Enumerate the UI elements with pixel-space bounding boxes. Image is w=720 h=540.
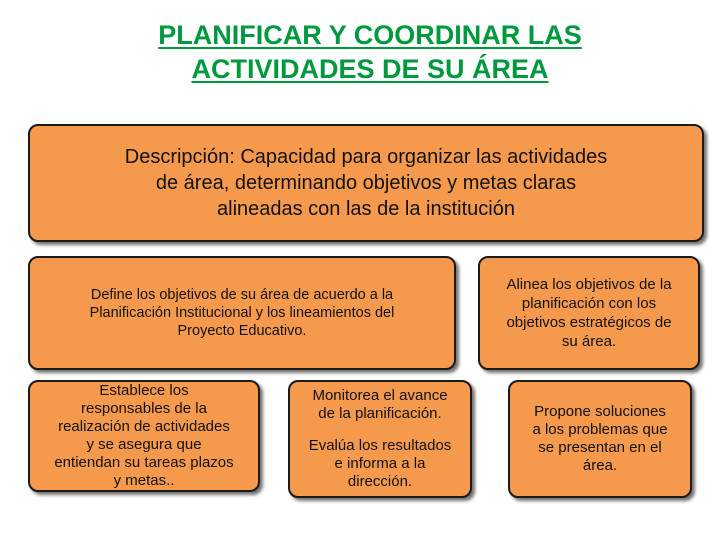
align-line-3: objetivos estratégicos de [506, 314, 672, 331]
align-objectives-box [478, 256, 700, 370]
establish-line-2: responsables de la [81, 400, 207, 417]
align-line-4: su área. [561, 333, 617, 350]
establish-line-1: Establece los [99, 382, 189, 399]
establish-line-4: y se asegura que [86, 436, 202, 453]
establish-line-6: y metas.. [113, 472, 175, 489]
monitor-line-1: Monitorea el avance [312, 387, 448, 404]
title-line-2: ACTIVIDADES DE SU ÁREA [191, 54, 549, 84]
monitor-line-4: e informa a la [334, 455, 426, 472]
description-line-2: de área, determinando objetivos y metas claras [155, 172, 577, 194]
establish-responsibles-box [28, 380, 260, 492]
define-line-3: Proyecto Educativo. [177, 323, 307, 339]
propose-solutions-box [508, 380, 692, 498]
monitor-line-3: Evalúa los resultados [308, 437, 452, 454]
title-line-1: PLANIFICAR Y COORDINAR LAS [158, 20, 582, 50]
align-line-2: planificación con los [521, 295, 657, 312]
description-line-1: Descripción: Capacidad para organizar las actividades [124, 146, 608, 168]
define-line-1: Define los objetivos de su área de acuerdo a la [90, 287, 394, 303]
propose-line-3: se presentan en el [538, 439, 662, 456]
establish-line-5: entiendan su tareas plazos [54, 454, 234, 471]
define-objectives-box [28, 256, 456, 370]
establish-line-3: realización de actividades [58, 418, 230, 435]
monitor-line-2: de la planificación. [318, 405, 442, 422]
propose-line-2: a los problemas que [532, 421, 668, 438]
propose-line-4: área. [582, 457, 618, 474]
description-box [28, 124, 704, 242]
monitor-line-5: dirección. [347, 473, 413, 490]
description-line-3: alineadas con las de la institución [217, 198, 515, 220]
propose-line-1: Propone soluciones [534, 403, 666, 420]
monitor-evaluate-box [288, 380, 472, 498]
define-line-2: Planificación Institucional y los lineamientos del [89, 305, 395, 321]
align-line-1: Alinea los objetivos de la [506, 276, 672, 293]
page-title [100, 18, 640, 86]
